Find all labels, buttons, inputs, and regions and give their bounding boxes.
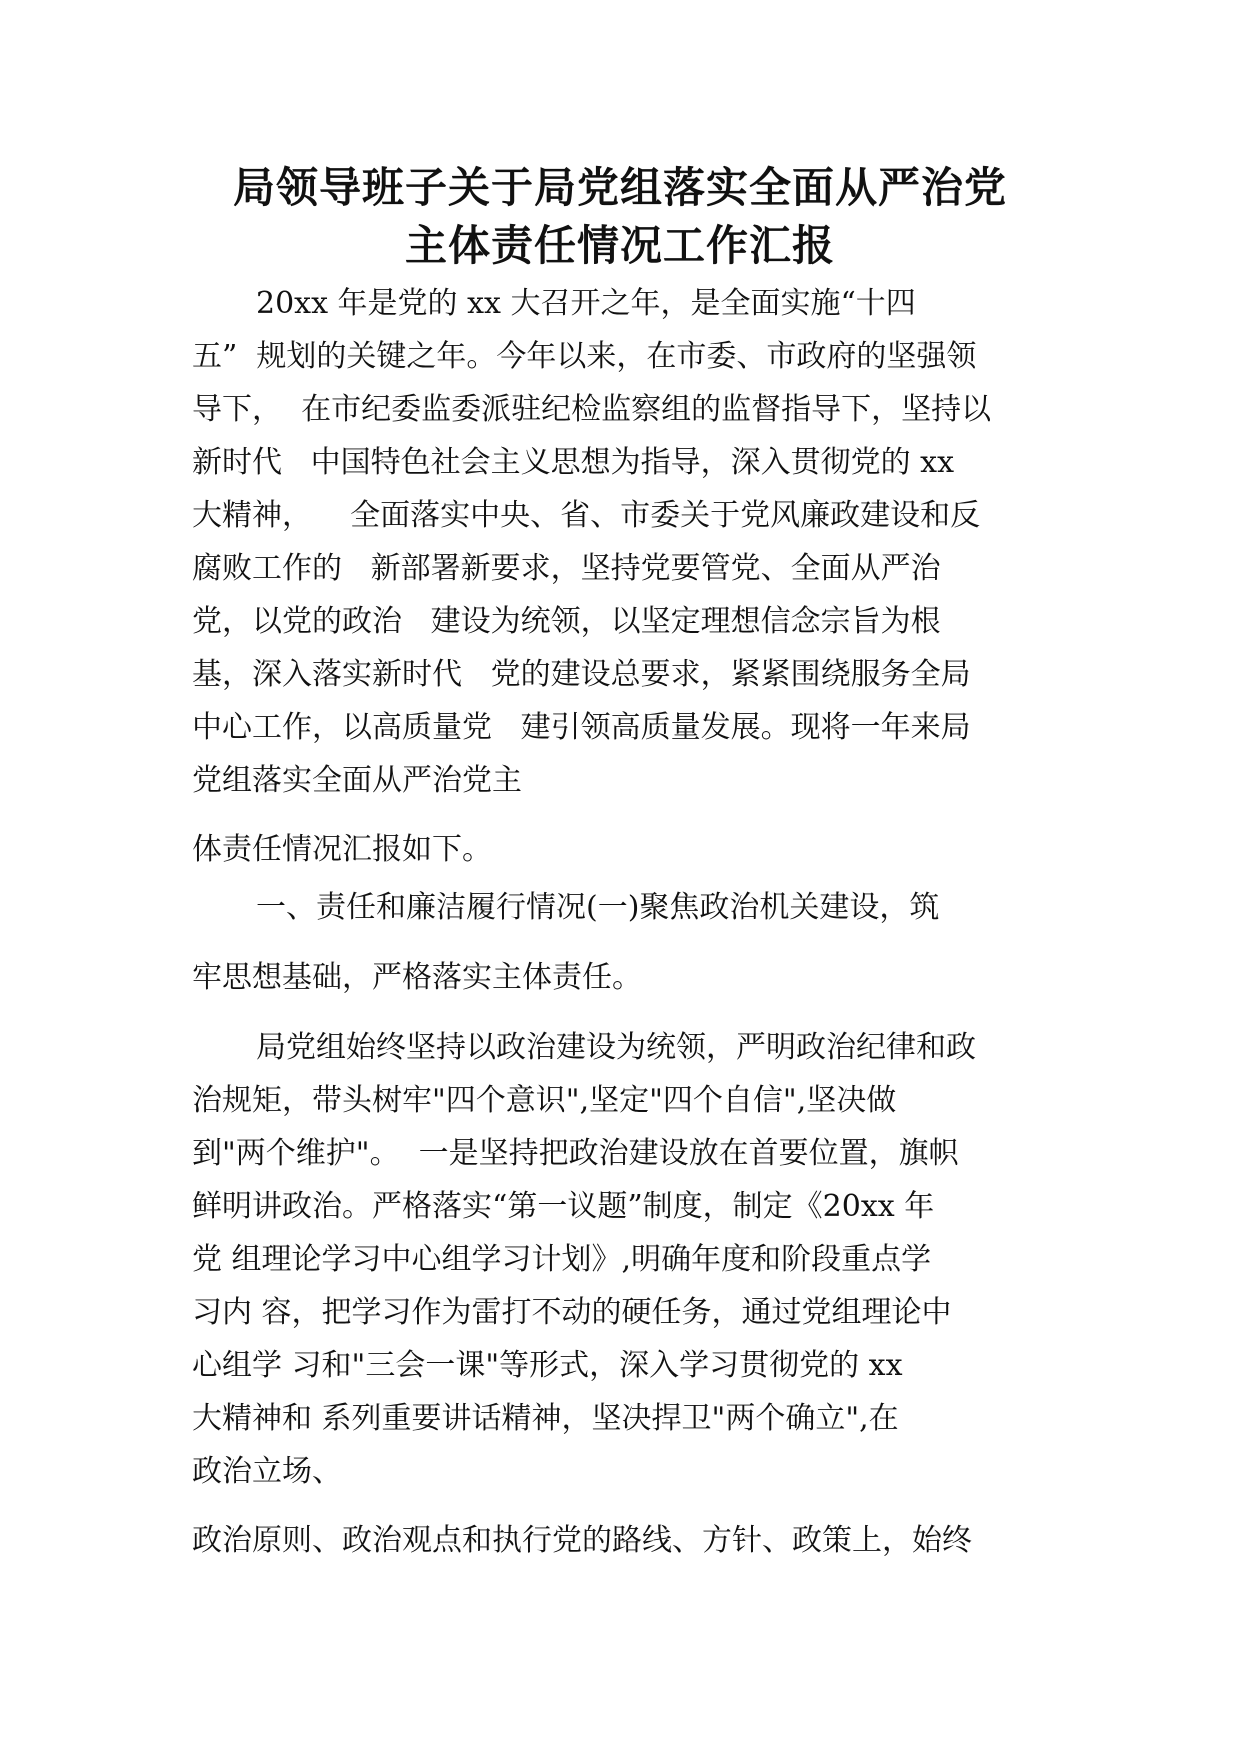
paragraph-3-line-1: 局党组始终坚持以政治建设为统领，严明政治纪律和政 — [256, 1030, 976, 1065]
paragraph-1-line-3: 导下， 在市纪委监委派驻纪检监察组的监督指导下，坚持以 — [192, 392, 992, 427]
paragraph-3-line-8: 大精神和 系列重要讲话精神，坚决捍卫"两个确立",在 — [192, 1401, 899, 1436]
paragraph-1-line-5: 大精神， 全面落实中央、省、市委关于党风廉政建设和反 — [192, 498, 981, 533]
paragraph-1-line-4: 新时代 中国特色社会主义思想为指导，深入贯彻党的 xx — [192, 445, 954, 480]
paragraph-1-line-8: 基，深入落实新时代 党的建设总要求，紧紧围绕服务全局 — [192, 657, 971, 692]
paragraph-2-line-1: 体责任情况汇报如下。 — [192, 832, 492, 867]
paragraph-3-line-4: 鲜明讲政治。严格落实“第一议题”制度，制定《20xx 年 — [192, 1189, 935, 1224]
paragraph-1-line-7: 党，以党的政治 建设为统领，以坚定理想信念宗旨为根 — [192, 604, 941, 639]
document-title-line-1: 局领导班子关于局党组落实全面从严治党 — [232, 163, 1007, 212]
paragraph-1-line-1: 20xx 年是党的 xx 大召开之年，是全面实施“十四 — [256, 286, 916, 321]
document-title-line-2: 主体责任情况工作汇报 — [404, 221, 835, 270]
paragraph-3-line-3: 到"两个维护"。 一是坚持把政治建设放在首要位置，旗帜 — [192, 1136, 959, 1171]
paragraph-1-line-10: 党组落实全面从严治党主 — [192, 763, 522, 798]
paragraph-1-line-2: 五” 规划的关键之年。今年以来，在市委、市政府的坚强领 — [192, 339, 977, 374]
paragraph-3-line-6: 习内 容，把学习作为雷打不动的硬任务，通过党组理论中 — [192, 1295, 952, 1330]
paragraph-3-line-2: 治规矩，带头树牢"四个意识",坚定"四个自信",坚决做 — [192, 1083, 897, 1118]
paragraph-3-line-7: 心组学 习和"三会一课"等形式，深入学习贯彻党的 xx — [192, 1348, 903, 1383]
section-heading-line-2: 牢思想基础，严格落实主体责任。 — [192, 960, 642, 995]
paragraph-3-line-9: 政治立场、 — [192, 1454, 342, 1489]
paragraph-4-line-1: 政治原则、政治观点和执行党的路线、方针、政策上，始终 — [192, 1523, 972, 1558]
paragraph-1-line-9: 中心工作，以高质量党 建引领高质量发展。现将一年来局 — [192, 710, 971, 745]
paragraph-1-line-6: 腐败工作的 新部署新要求，坚持党要管党、全面从严治 — [192, 551, 941, 586]
paragraph-3-line-5: 党 组理论学习中心组学习计划》,明确年度和阶段重点学 — [192, 1242, 932, 1277]
section-heading-line-1: 一、责任和廉洁履行情况(一)聚焦政治机关建设，筑 — [256, 890, 940, 925]
